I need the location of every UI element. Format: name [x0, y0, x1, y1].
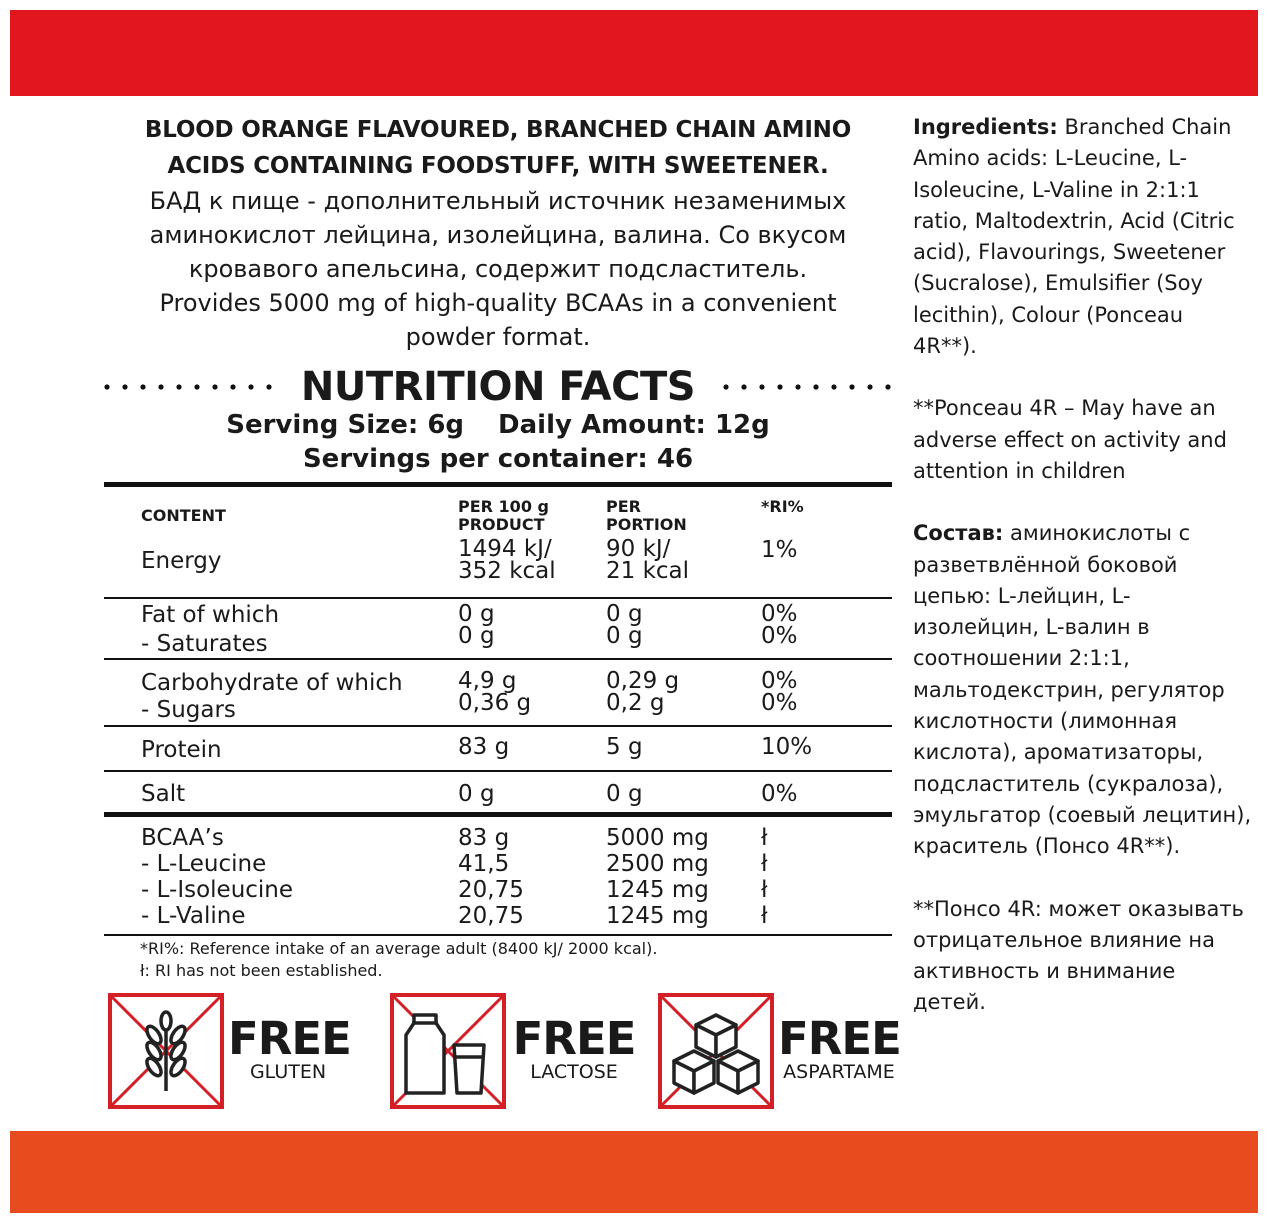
ingredients-ru-text: аминокислоты с разветвлённой боковой цепью: L-лейцин, L-изолейцин, L-валин в соотношении 2:1:1, мальтодекстрин, регулятор кислотности (лимонная кислота), ароматизаторы, подсластитель (сукралоза), эмульгатор (соевый лецитин), краситель (Понсо 4R**).	[913, 521, 1252, 859]
description-ru-line-1: БАД к пище - дополнительный источник незаменимых	[149, 187, 847, 215]
row-ri: ł ł ł ł	[761, 825, 768, 929]
milk-icon	[390, 993, 506, 1109]
badge-lactose-free	[512, 1012, 636, 1083]
serving-size: Serving Size: 6g	[226, 410, 465, 440]
badge-sub-label: GLUTEN	[249, 1061, 327, 1083]
servings-per-container: Servings per container: 46	[302, 444, 694, 474]
row-per-portion: 0 g	[606, 781, 643, 807]
ingredients-ru-label: Состав:	[913, 521, 1004, 546]
description-ru-line-3: кровавого апельсина, содержит подсластитель.	[188, 255, 808, 283]
row-per-portion: 5000 mg 2500 mg 1245 mg 1245 mg	[606, 825, 709, 929]
row-per-portion: 5 g	[606, 734, 643, 760]
row-per-portion: 0 g 0 g	[606, 601, 643, 649]
ingredients-en	[913, 112, 1253, 362]
nutrition-table	[104, 482, 892, 936]
product-headline-line-2: ACIDS CONTAINING FOODSTUFF, WITH SWEETENER.	[167, 153, 829, 179]
row-label: Carbohydrate of which - Sugars	[141, 670, 403, 723]
table-row-protein	[104, 727, 892, 770]
header-per-portion: PER PORTION	[606, 497, 687, 534]
row-label: BCAA’s - L-Leucine - L-Isoleucine - L-Valine	[141, 825, 294, 929]
table-row-bcaa	[104, 817, 892, 934]
row-per-100g: 1494 kJ/ 352 kcal	[458, 536, 556, 584]
row-per-100g: 4,9 g 0,36 g	[458, 668, 532, 716]
row-per-portion: 90 kJ/ 21 kcal	[606, 536, 690, 584]
row-ri: 10%	[761, 734, 813, 760]
header-content: CONTENT	[141, 506, 226, 525]
sugar-cubes-icon	[658, 993, 774, 1109]
row-ri: 0% 0%	[761, 668, 798, 716]
ingredients-column	[913, 112, 1253, 1050]
row-label: Protein	[141, 737, 222, 763]
table-bottom-rule	[104, 934, 892, 936]
daily-amount: Daily Amount: 12g	[498, 410, 770, 440]
description-en-line-2: powder format.	[405, 323, 591, 351]
description-ru-line-2: аминокислот лейцина, изолейцина, валина. Со вкусом	[149, 221, 847, 249]
header-per-100g: PER 100 g PRODUCT	[458, 497, 549, 534]
row-per-100g: 0 g	[458, 781, 495, 807]
row-per-100g: 83 g	[458, 734, 510, 760]
wheat-icon	[108, 993, 224, 1109]
description-en-line-1: Provides 5000 mg of high-quality BCAAs in a convenient	[159, 289, 837, 317]
nutrition-title-row	[104, 362, 892, 412]
ingredients-en-text: Branched Chain Amino acids: L-Leucine, L-Isoleucine, L-Valine in 2:1:1 ratio, Maltodextrin, Acid (Citric acid), Flavourings, Sweetener (Sucralose), Emulsifier (Soy lecithin), Colour (Ponceau 4R**).	[913, 115, 1235, 359]
row-ri: 0%	[761, 781, 798, 807]
dotted-divider-right	[720, 384, 892, 390]
table-row-carbohydrate	[104, 660, 892, 725]
row-label: Fat of which - Saturates	[141, 602, 280, 657]
badge-sub-label: ASPARTAME	[783, 1061, 895, 1083]
row-label: Energy	[141, 548, 222, 574]
warning-en: **Ponceau 4R – May have an adverse effect on activity and attention in children	[913, 396, 1227, 483]
warning-ru: **Понсо 4R: может оказывать отрицательное влияние на активность и внимание детей.	[913, 896, 1244, 1015]
badge-sub-label: LACTOSE	[530, 1061, 618, 1083]
table-row-fat	[104, 599, 892, 658]
footnote-ri: *RI%: Reference intake of an average adult (8400 kJ/ 2000 kcal).	[140, 939, 658, 958]
row-per-100g: 83 g 41,5 20,75 20,75	[458, 825, 524, 929]
row-ri: 0% 0%	[761, 601, 798, 649]
header-ri: *RI%	[761, 497, 804, 516]
row-per-portion: 0,29 g 0,2 g	[606, 668, 680, 716]
nutrition-facts-title: NUTRITION FACTS	[300, 364, 696, 410]
bottom-color-band	[10, 1131, 1258, 1213]
table-header-row	[104, 487, 892, 535]
badge-free-label: FREE	[228, 1012, 351, 1065]
ingredients-en-label: Ingredients:	[913, 115, 1058, 139]
main-panel	[104, 112, 892, 980]
badge-free-label: FREE	[778, 1012, 901, 1065]
badge-free-label: FREE	[512, 1012, 636, 1065]
row-label: Salt	[141, 781, 186, 807]
serving-info	[104, 408, 892, 442]
footnote-ri-not-established: ł: RI has not been established.	[140, 961, 383, 980]
row-per-100g: 0 g 0 g	[458, 601, 495, 649]
top-color-band	[10, 10, 1258, 96]
row-ri: 1%	[761, 537, 798, 563]
badge-gluten-free	[228, 1012, 351, 1083]
badge-aspartame-free	[778, 1012, 901, 1083]
table-row-salt	[104, 772, 892, 812]
dotted-divider-left	[104, 384, 276, 390]
ingredients-ru	[913, 518, 1253, 862]
table-row-energy	[104, 535, 892, 597]
product-headline-line-1: BLOOD ORANGE FLAVOURED, BRANCHED CHAIN AMINO	[144, 117, 852, 143]
